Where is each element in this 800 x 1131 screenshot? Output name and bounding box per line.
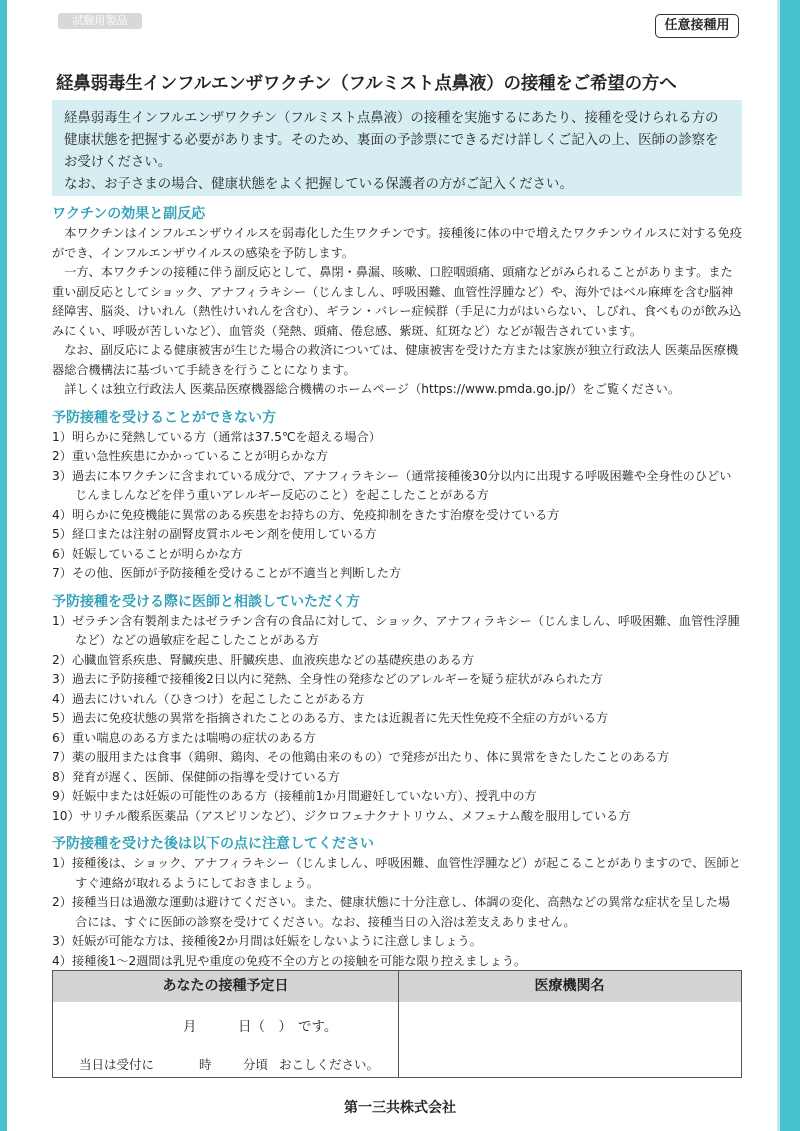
intro-box	[52, 100, 742, 196]
section-after	[52, 834, 742, 971]
list-item: 4）過去にけいれん（ひきつけ）を起こしたことがある方	[52, 691, 365, 706]
list-item: 7）薬の服用または食事（鶏卵、鶏肉、その他鶏由来のもの）で発疹が出たり、体に異常をきたしたことのある方	[52, 750, 670, 764]
list-item: 4）接種後1～2週間は乳児や重度の免疫不全の方との接触を可能な限り控えましょう。	[52, 953, 527, 968]
list-item: 1）ゼラチン含有製剤またはゼラチン含有の食品に対して、ショック、アナフィラキシー（じんましん、呼吸困難、血管性浮腫など）などの過敏症を起こしたことがある方	[52, 613, 740, 647]
effects-paragraph: なお、副反応による健康被害が生じた場合の救済については、健康被害を受けた方または家族が独立行政法人 医薬品医療機器総合機構法に基づいて手続きを行うことになります。	[52, 343, 739, 377]
effects-paragraph: 詳しくは独立行政法人 医薬品医療機器総合機構のホームページ（https://www.pmda.go.jp/）をご覧ください。	[64, 382, 681, 396]
list-item: 9）妊娠中または妊娠の可能性のある方（接種前1か月間避妊していない方）、授乳中の方	[52, 789, 537, 803]
intro-paragraph: なお、お子さまの場合、健康状態をよく把握している保護者の方がご記入ください。	[64, 177, 573, 192]
left-color-band	[0, 0, 7, 1131]
list-item: 8）発育が遅く、医師、保健師の指導を受けている方	[52, 769, 340, 784]
usage-badge: 任意接種用	[655, 14, 739, 38]
section-title: 予防接種を受けた後は以下の点に注意してください	[52, 836, 374, 852]
column-divider	[398, 971, 399, 1077]
clinic-header: 医療機関名	[534, 978, 605, 994]
section-consult	[52, 592, 742, 827]
schedule-header-row	[53, 971, 741, 1002]
list-item: 3）過去に予防接種で接種後2日以内に発熱、全身性の発疹などのアレルギーを疑う症状がみられた方	[52, 672, 603, 686]
list-item: 6）妊娠していることが明らかな方	[52, 546, 243, 561]
intro-paragraph: 経鼻弱毒生インフルエンザワクチン（フルミスト点鼻液）の接種を実施するにあたり、接種を受けられる方の健康状態を把握する必要があります。そのため、裏面の予診票にできるだけ詳しくご記入の上、医師の診察をお受けください。	[64, 111, 719, 170]
list-item: 2）心臓血管系疾患、腎臓疾患、肝臓疾患、血液疾患などの基礎疾患のある方	[52, 652, 475, 667]
list-item: 3）過去に本ワクチンに含まれている成分で、アナフィラキシー（通常接種後30分以内に出現する呼吸困難や全身性のひどいじんましんなどを伴う重いアレルギー反応のこと）を起こしたことがある方	[52, 468, 732, 502]
list-item: 6）重い喘息のある方または喘鳴の症状のある方	[52, 730, 316, 745]
list-item: 3）妊娠が可能な方は、接種後2か月間は妊娠をしないように注意しましょう。	[52, 934, 482, 948]
date-header: あなたの接種予定日	[162, 978, 289, 994]
company-name: 第一三共株式会社	[344, 1100, 456, 1116]
hour-label: 時	[199, 1057, 212, 1072]
list-item: 2）重い急性疾患にかかっていることが明らかな方	[52, 449, 328, 463]
effects-paragraph: 一方、本ワクチンの接種に伴う副反応として、鼻閉・鼻漏、咳嗽、口腔咽頭痛、頭痛などがみられることがあります。また重い副反応としてショック、アナフィラキシー（じんましん、呼吸困難、血管性浮腫など）や、海外ではベル麻痺を含む脳神経障害、脳炎、けいれん（熱性けいれんを含む）、ギラン・バレー症候群（手足に力がはいらない、しびれ、食べものが飲み込みにくい、呼吸が苦しいなど）、血管炎（発熱、頭痛、倦怠感、紫斑、紅斑など）などが報告されています。	[52, 265, 742, 338]
list-item: 5）経口または注射の副腎皮質ホルモン剤を使用している方	[52, 527, 377, 541]
section-effects	[52, 204, 742, 400]
section-title: 予防接種を受けることができない方	[52, 409, 276, 426]
page-title: 経鼻弱毒生インフルエンザワクチン（フルミスト点鼻液）の接種をご希望の方へ	[56, 74, 677, 94]
list-item: 5）過去に免疫状態の異常を指摘されたことのある方、または近親者に先天性免疫不全症の方がいる方	[52, 711, 609, 725]
right-color-band	[780, 0, 800, 1131]
section-cannot	[52, 408, 742, 584]
main-content	[52, 204, 742, 971]
reception-label: 当日は受付に	[79, 1057, 155, 1072]
list-item: 1）明らかに発熱している方（通常は37.5℃を超える場合）	[52, 429, 381, 444]
section-title: ワクチンの効果と副反応	[52, 206, 206, 222]
list-item: 7）その他、医師が予防接種を受けることが不適当と判断した方	[52, 566, 402, 580]
desu-label: です。	[298, 1019, 338, 1035]
effects-paragraph: 本ワクチンはインフルエンザウイルスを弱毒化した生ワクチンです。接種後に体の中で増えたワクチンウイルスに対する免疫ができ、インフルエンザウイルスの感染を予防します。	[52, 226, 742, 260]
month-label: 月	[183, 1019, 197, 1035]
minute-label: 分頃	[243, 1057, 269, 1072]
list-item: 1）接種後は、ショック、アナフィラキシー（じんましん、呼吸困難、血管性浮腫など）が起こることがありますので、医師とすぐ連絡が取れるようにしておきましょう。	[52, 856, 741, 890]
list-item: 4）明らかに免疫機能に異常のある疾患をお持ちの方、免疫抑制をきたす治療を受けている方	[52, 507, 560, 522]
schedule-table	[52, 970, 742, 1078]
sample-tag: 試験用製品	[58, 13, 142, 29]
come-label: おこしください。	[279, 1057, 380, 1072]
section-title: 予防接種を受ける際に医師と相談していただく方	[52, 593, 360, 610]
list-item: 2）接種当日は過激な運動は避けてください。また、健康状態に十分注意し、体調の変化、高熱などの異常な症状を呈した場合には、すぐに医師の診察を受けてください。なお、接種当日の入浴は差支えありません。	[52, 895, 731, 929]
list-item: 10）サリチル酸系医薬品（アスピリンなど）、ジクロフェナクナトリウム、メフェナム酸を服用している方	[52, 808, 631, 823]
day-label: 日（ ）	[238, 1019, 292, 1035]
